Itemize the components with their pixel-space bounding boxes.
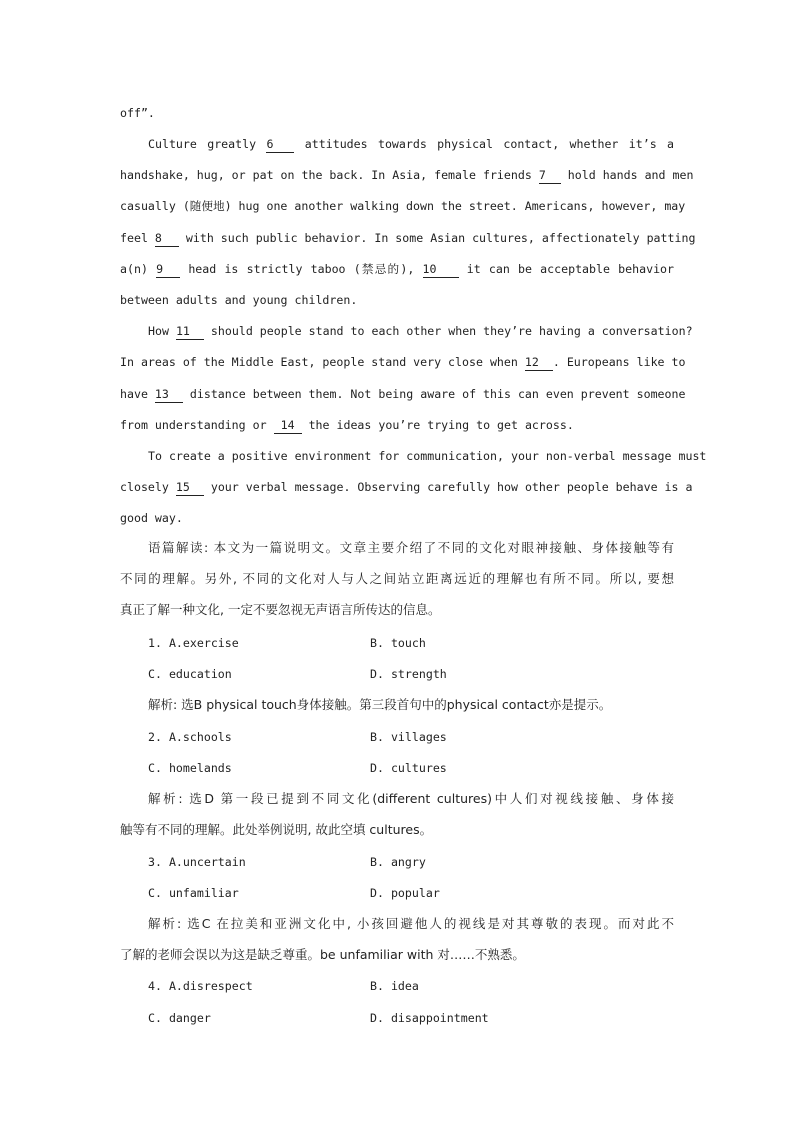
- option-b: B. angry: [370, 855, 426, 869]
- option-b: B. idea: [370, 979, 419, 993]
- option-c: C. homelands: [148, 761, 232, 775]
- option-a: 3. A.uncertain: [148, 855, 246, 869]
- passage-line: between adults and young children.: [120, 293, 358, 307]
- question-row: [148, 1008, 489, 1028]
- option-d: D. popular: [370, 886, 440, 900]
- passage-line: casually (随便地) hug one another walking down the street. Americans, however, may: [120, 199, 686, 213]
- passage-line: Culture greatly 6 attitudes towards physical contact, whether it’s a: [148, 137, 675, 151]
- passage-line: closely 15 your verbal message. Observing carefully how other people behave is a: [120, 480, 693, 494]
- analysis-line: 真正了解一种文化, 一定不要忽视无声语言所传达的信息。: [120, 602, 441, 617]
- option-a: 4. A.disrespect: [148, 979, 253, 993]
- option-b: B. touch: [370, 636, 426, 650]
- question-row: [148, 758, 447, 778]
- explanation-line: 解析: 选C 在拉美和亚洲文化中, 小孩回避他人的视线是对其尊敬的表现。而对此不: [148, 916, 674, 931]
- passage-line: feel 8 with such public behavior. In some Asian cultures, affectionately patting: [120, 231, 696, 245]
- analysis-line: 语篇解读: 本文为一篇说明文。文章主要介绍了不同的文化对眼神接触、身体接触等有: [148, 540, 674, 555]
- option-c: C. unfamiliar: [148, 886, 239, 900]
- blank-8: 8: [155, 230, 179, 247]
- analysis-line: 不同的理解。另外, 不同的文化对人与人之间站立距离远近的理解也有所不同。所以, 要想: [120, 571, 674, 586]
- passage-line: from understanding or 14 the ideas you’re trying to get across.: [120, 418, 574, 432]
- passage-line: off”.: [120, 106, 155, 120]
- option-a: 1. A.exercise: [148, 636, 239, 650]
- blank-10: 10: [423, 261, 459, 278]
- explanation-line: 解析: 选B physical touch身体接触。第三段首句中的physical contact亦是提示。: [148, 697, 612, 712]
- explanation-line: 解析: 选D 第一段已提到不同文化(different cultures)中人们对视线接触、身体接: [148, 791, 674, 806]
- blank-13: 13: [155, 386, 183, 403]
- option-d: D. strength: [370, 667, 447, 681]
- blank-9: 9: [156, 261, 180, 278]
- question-row: [148, 633, 426, 653]
- question-row: [148, 852, 426, 872]
- option-a: 2. A.schools: [148, 730, 232, 744]
- blank-12: 12: [525, 354, 553, 371]
- passage-line: To create a positive environment for communication, your non-verbal message must: [148, 449, 707, 463]
- passage-line: a(n) 9 head is strictly taboo (禁忌的), 10 it can be acceptable behavior: [120, 262, 675, 276]
- question-row: [148, 976, 419, 996]
- blank-6: 6: [266, 136, 294, 153]
- option-c: C. danger: [148, 1011, 211, 1025]
- passage-line: How 11 should people stand to each other when they’re having a conversation?: [148, 324, 693, 338]
- passage-line: have 13 distance between them. Not being aware of this can even prevent someone: [120, 387, 686, 401]
- blank-7: 7: [539, 167, 561, 184]
- passage-line: In areas of the Middle East, people stand very close when 12 . Europeans like to: [120, 355, 686, 369]
- option-d: D. disappointment: [370, 1011, 489, 1025]
- blank-15: 15: [176, 479, 204, 496]
- blank-14: 14: [274, 417, 302, 434]
- explanation-line: 触等有不同的理解。此处举例说明, 故此空填 cultures。: [120, 822, 433, 837]
- passage-line: handshake, hug, or pat on the back. In Asia, female friends 7 hold hands and men: [120, 168, 694, 182]
- option-d: D. cultures: [370, 761, 447, 775]
- blank-11: 11: [176, 323, 204, 340]
- question-row: [148, 727, 447, 747]
- explanation-line: 了解的老师会误以为这是缺乏尊重。be unfamiliar with 对……不熟悉。: [120, 947, 525, 962]
- question-row: [148, 664, 447, 684]
- option-b: B. villages: [370, 730, 447, 744]
- passage-line: good way.: [120, 511, 183, 525]
- question-row: [148, 883, 440, 903]
- option-c: C. education: [148, 667, 232, 681]
